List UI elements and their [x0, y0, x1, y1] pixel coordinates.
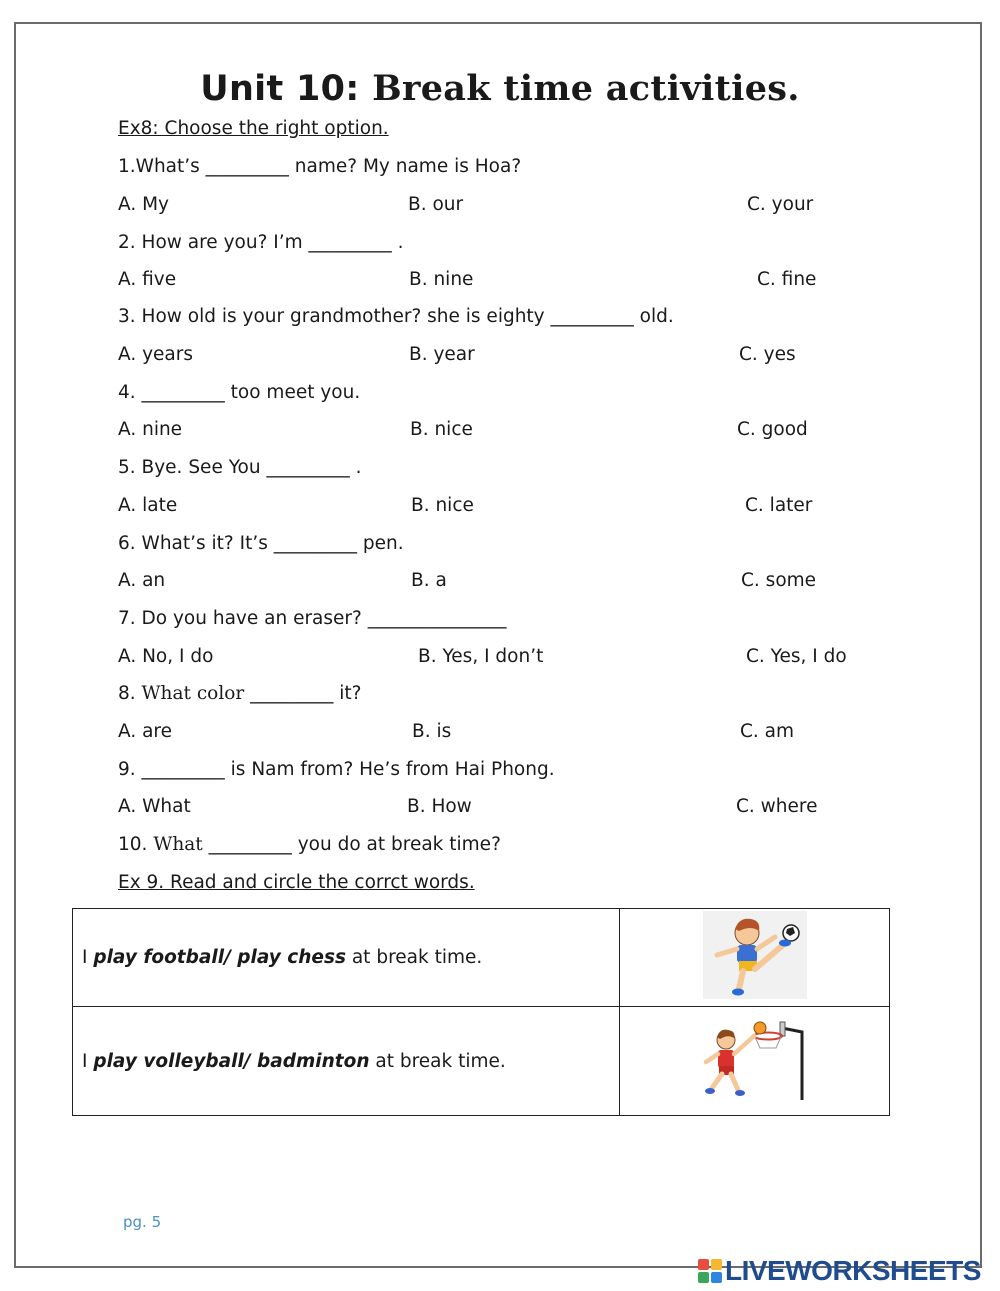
q7-option-c[interactable]: C. Yes, I do	[746, 646, 847, 667]
question-3: 3. How old is your grandmother? she is eighty _________ old.	[118, 306, 674, 327]
q4-option-c[interactable]: C. good	[737, 419, 808, 440]
q3-option-b[interactable]: B. year	[409, 344, 475, 365]
page-title: Unit 10: Break time activities.	[200, 68, 800, 109]
question-1: 1.What’s _________ name? My name is Hoa?	[118, 156, 522, 177]
brand-name: LIVEWORKSHEETS	[725, 1255, 981, 1286]
boy-basketball-hoop-icon	[698, 1016, 812, 1102]
q7-option-a[interactable]: A. No, I do	[118, 646, 214, 667]
ex9-image-cell-1	[620, 909, 890, 1007]
q1-option-c[interactable]: C. your	[747, 194, 814, 215]
q2-option-a[interactable]: A. five	[118, 269, 177, 290]
question-6: 6. What’s it? It’s _________ pen.	[118, 533, 404, 554]
q6-option-c[interactable]: C. some	[741, 570, 817, 591]
q5-option-c[interactable]: C. later	[745, 495, 813, 516]
q3-option-a[interactable]: A. years	[118, 344, 194, 365]
ex9-choice-2[interactable]: play volleyball/ badminton	[93, 1050, 370, 1072]
question-5: 5. Bye. See You _________ .	[118, 457, 362, 478]
question-8: 8. What color _________ it?	[118, 683, 362, 704]
question-9: 9. _________ is Nam from? He’s from Hai Phong.	[118, 759, 555, 780]
table-row	[73, 1007, 890, 1116]
q5-option-b[interactable]: B. nice	[411, 495, 474, 516]
question-7: 7. Do you have an eraser? _______________	[118, 608, 507, 629]
q8-option-b[interactable]: B. is	[412, 721, 452, 742]
boy-kicking-ball-icon	[703, 911, 807, 999]
q8-option-a[interactable]: A. are	[118, 721, 173, 742]
question-4: 4. _________ too meet you.	[118, 382, 361, 403]
q9-option-a[interactable]: A. What	[118, 796, 191, 817]
ex9-table	[72, 908, 890, 1116]
q8-option-c[interactable]: C. am	[740, 721, 795, 742]
ex9-image-cell-2	[620, 1007, 890, 1116]
ex9-sentence-1: I play football/ play chess at break time.	[73, 909, 620, 1007]
q9-option-b[interactable]: B. How	[407, 796, 472, 817]
q2-option-c[interactable]: C. fine	[757, 269, 817, 290]
ex9-heading: Ex 9. Read and circle the corrct words.	[118, 872, 475, 893]
q7-option-b[interactable]: B. Yes, I don’t	[418, 646, 544, 667]
q4-option-a[interactable]: A. nine	[118, 419, 183, 440]
q9-option-c[interactable]: C. where	[736, 796, 818, 817]
q6-option-b[interactable]: B. a	[411, 570, 447, 591]
q6-option-a[interactable]: A. an	[118, 570, 166, 591]
page-number: pg. 5	[123, 1213, 162, 1231]
liveworksheets-mark-icon	[698, 1259, 722, 1283]
ex9-choice-1[interactable]: play football/ play chess	[93, 947, 346, 968]
question-2: 2. How are you? I’m _________ .	[118, 232, 404, 253]
q3-option-c[interactable]: C. yes	[739, 344, 796, 365]
ex9-sentence-2: I play volleyball/ badminton at break time.	[73, 1007, 620, 1116]
table-row	[73, 909, 890, 1007]
q1-option-a[interactable]: A. My	[118, 194, 170, 215]
q1-option-b[interactable]: B. our	[408, 194, 464, 215]
q4-option-b[interactable]: B. nice	[410, 419, 473, 440]
liveworksheets-logo[interactable]	[698, 1256, 981, 1286]
q2-option-b[interactable]: B. nine	[409, 269, 474, 290]
q5-option-a[interactable]: A. late	[118, 495, 178, 516]
question-10: 10. What _________ you do at break time?	[118, 834, 501, 855]
ex8-heading: Ex8: Choose the right option.	[118, 118, 389, 139]
